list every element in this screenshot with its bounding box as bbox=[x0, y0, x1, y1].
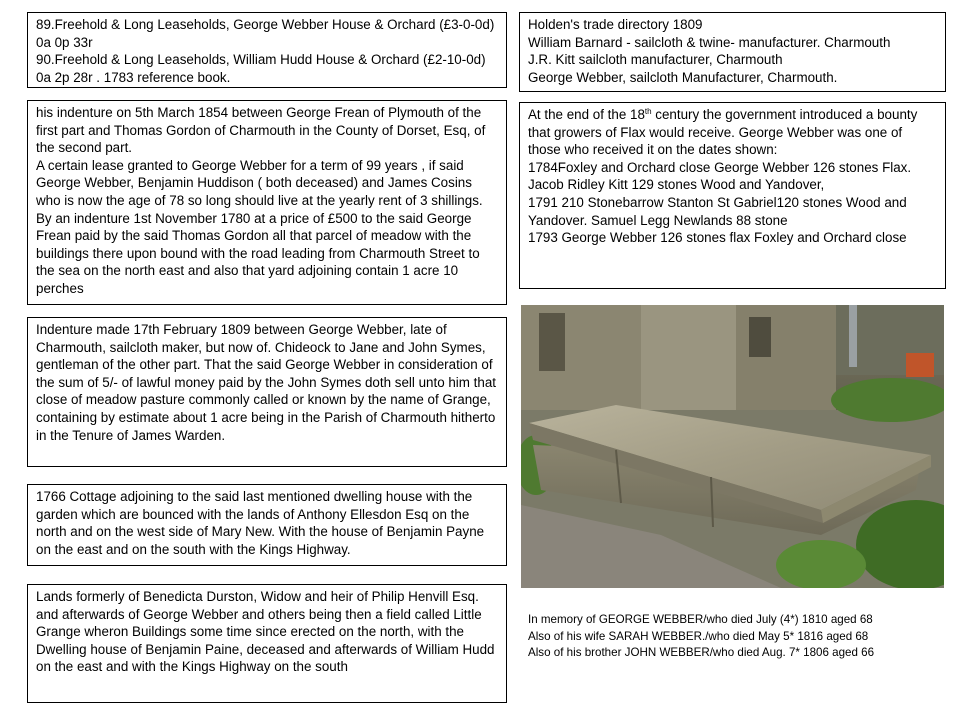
reference-book-box: 89.Freehold & Long Leaseholds, George Webber House & Orchard (£3-0-0d) 0a 0p 33r 90.Freehold & Long Leaseholds, William Hudd House & Orchard (£2-10-0d) 0a 2p 28r . 1783 reference book. bbox=[27, 12, 507, 88]
lands-box: Lands formerly of Benedicta Durston, Widow and heir of Philip Henvill Esq. and afterwards of George Webber and others being then a field called Little Grange wheron Buildings some time since erected on the north, with the Dwelling house of Benjamin Paine, deceased and afterwards of William Hudd on the east and with the Kings Highway on the south bbox=[27, 584, 507, 703]
trade-directory-box: Holden's trade directory 1809 William Barnard - sailcloth & twine- manufacturer. Charmouth J.R. Kitt sailcloth manufacturer, Charmouth George Webber, sailcloth Manufacturer, Charmouth. bbox=[519, 12, 946, 92]
flax-bounty-box bbox=[519, 102, 946, 289]
flax-text-rest: century the government introduced a bounty that growers of Flax would receive. George Webber was one of those who received it on the dates shown: 1784Foxley and Orchard close George Webber 126 stones Flax. Jacob Ridley Kitt 129 stones Wood and Yandover, 1791 210 Stonebarrow Stanton St Gabriel120 stones Wood and Yandover. Samuel Legg Newlands 88 stone 1793 George Webber 126 stones flax Foxley and Orchard close bbox=[528, 107, 918, 246]
indenture-1809-box: Indenture made 17th February 1809 between George Webber, late of Charmouth, sailcloth maker, but now of. Chideock to Jane and John Symes, gentleman of the other part. That the said George Webber in consideration of the sum of 5/- of lawful money paid by the John Symes doth sell unto him that close of meadow pasture commonly called or known by the name of Grange, containing by estimate about 1 acre being in the Parish of Charmouth hitherto in the Tenure of James Warden. bbox=[27, 317, 507, 467]
tomb-photo bbox=[521, 305, 944, 588]
cottage-1766-box: 1766 Cottage adjoining to the said last mentioned dwelling house with the garden which are bounced with the lands of Anthony Ellesdon Esq on the north and on the west side of Mary New. With the house of Benjamin Payne on the east and on the south with the Kings Highway. bbox=[27, 484, 507, 566]
ordinal-superscript: th bbox=[644, 107, 652, 116]
flax-text-start: At the end of the 18 bbox=[528, 107, 645, 122]
indenture-1854-box: his indenture on 5th March 1854 between George Frean of Plymouth of the first part and Thomas Gordon of Charmouth in the County of Dorset, Esq, of the second part. A certain lease granted to George Webber for a term of 99 years , if said George Webber, Benjamin Huddison ( both deceased) and James Cosins who is now the age of 78 so long should live at the yearly rent of 3 shillings. By an indenture 1st November 1780 at a price of £500 to the said George Frean paid by the said Thomas Gordon all that parcel of meadow with the buildings there upon bound with the road leading from Charmouth Street to the sea on the north east and also that yard adjoining contain 1 acre 10 perches bbox=[27, 100, 507, 305]
memorial-inscription: In memory of GEORGE WEBBER/who died July (4*) 1810 aged 68 Also of his wife SARAH WEBBER./who died May 5* 1816 aged 68 Also of his brother JOHN WEBBER/who died Aug. 7* 1806 aged 66 bbox=[528, 613, 875, 659]
